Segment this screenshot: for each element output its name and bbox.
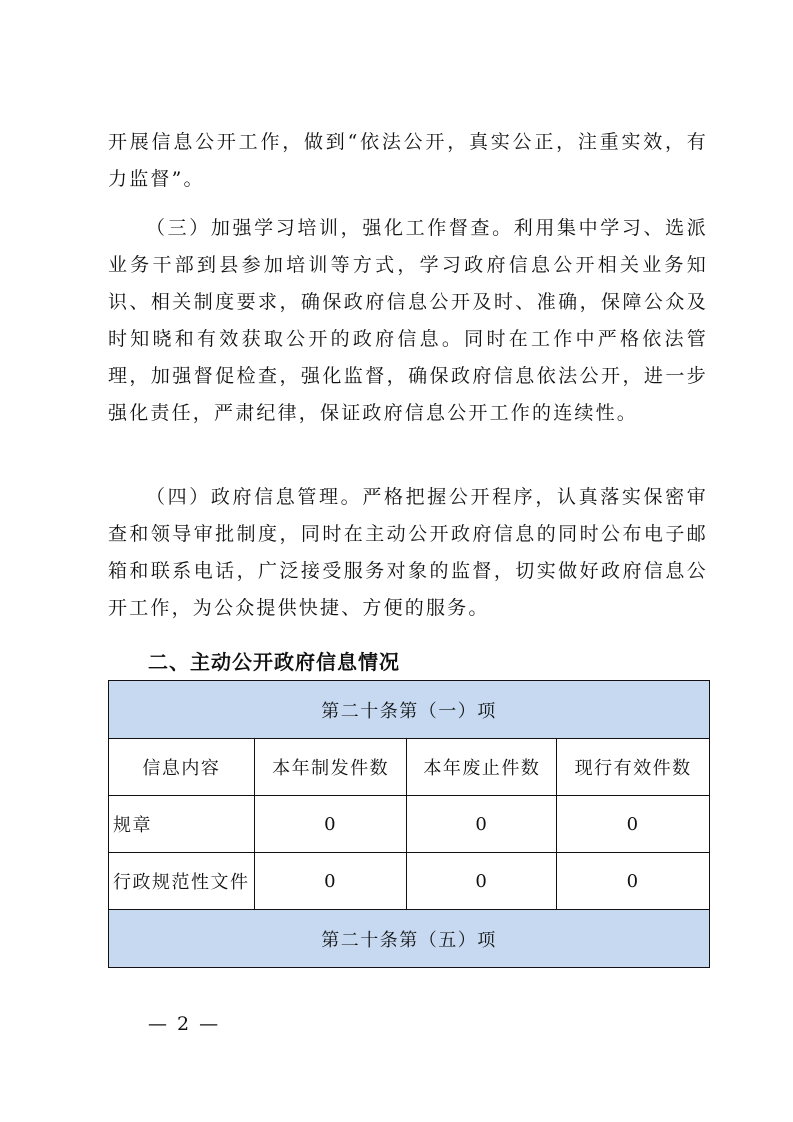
table-band-row [109, 910, 710, 968]
table-cell: 0 [254, 796, 407, 853]
page-number: — 2 — [148, 1013, 221, 1035]
paragraph-training: （三）加强学习培训，强化工作督查。利用集中学习、选派业务干部到县参加培训等方式，学习政府信息公开相关业务知识、相关制度要求，确保政府信息公开及时、准确，保障公众及时知晓和有效获取公开的政府信息。同时在工作中严格依法管理，加强督促检查，强化监督，确保政府信息依法公开，进一步强化责任，严肃纪律，保证政府信息公开工作的连续性。 [108, 217, 708, 424]
table-cell: 0 [557, 796, 710, 853]
table-band-row [109, 681, 710, 739]
column-header: 现行有效件数 [557, 739, 710, 796]
table-cell: 0 [557, 853, 710, 910]
paragraph-continuation: 开展信息公开工作，做到“依法公开，真实公正，注重实效，有力监督”。 [108, 131, 708, 190]
table-cell: 规章 [109, 796, 255, 853]
table-row [109, 853, 710, 910]
column-header: 信息内容 [109, 739, 255, 796]
disclosure-table [108, 680, 710, 968]
table-cell: 0 [407, 853, 557, 910]
paragraph-information-management: （四）政府信息管理。严格把握公开程序，认真落实保密审查和领导审批制度，同时在主动公开政府信息的同时公布电子邮箱和联系电话，广泛接受服务对象的监督，切实做好政府信息公开工作，为公众提供快捷、方便的服务。 [108, 486, 708, 619]
table-band-article-20-1: 第二十条第（一）项 [109, 681, 710, 739]
table-cell: 0 [254, 853, 407, 910]
column-header: 本年制发件数 [254, 739, 407, 796]
table-cell: 行政规范性文件 [109, 853, 255, 910]
table-row [109, 796, 710, 853]
table-cell: 0 [407, 796, 557, 853]
table-band-article-20-5: 第二十条第（五）项 [109, 910, 710, 968]
section-heading: 二、主动公开政府信息情况 [148, 650, 400, 674]
column-header: 本年废止件数 [407, 739, 557, 796]
table-header-row [109, 739, 710, 796]
